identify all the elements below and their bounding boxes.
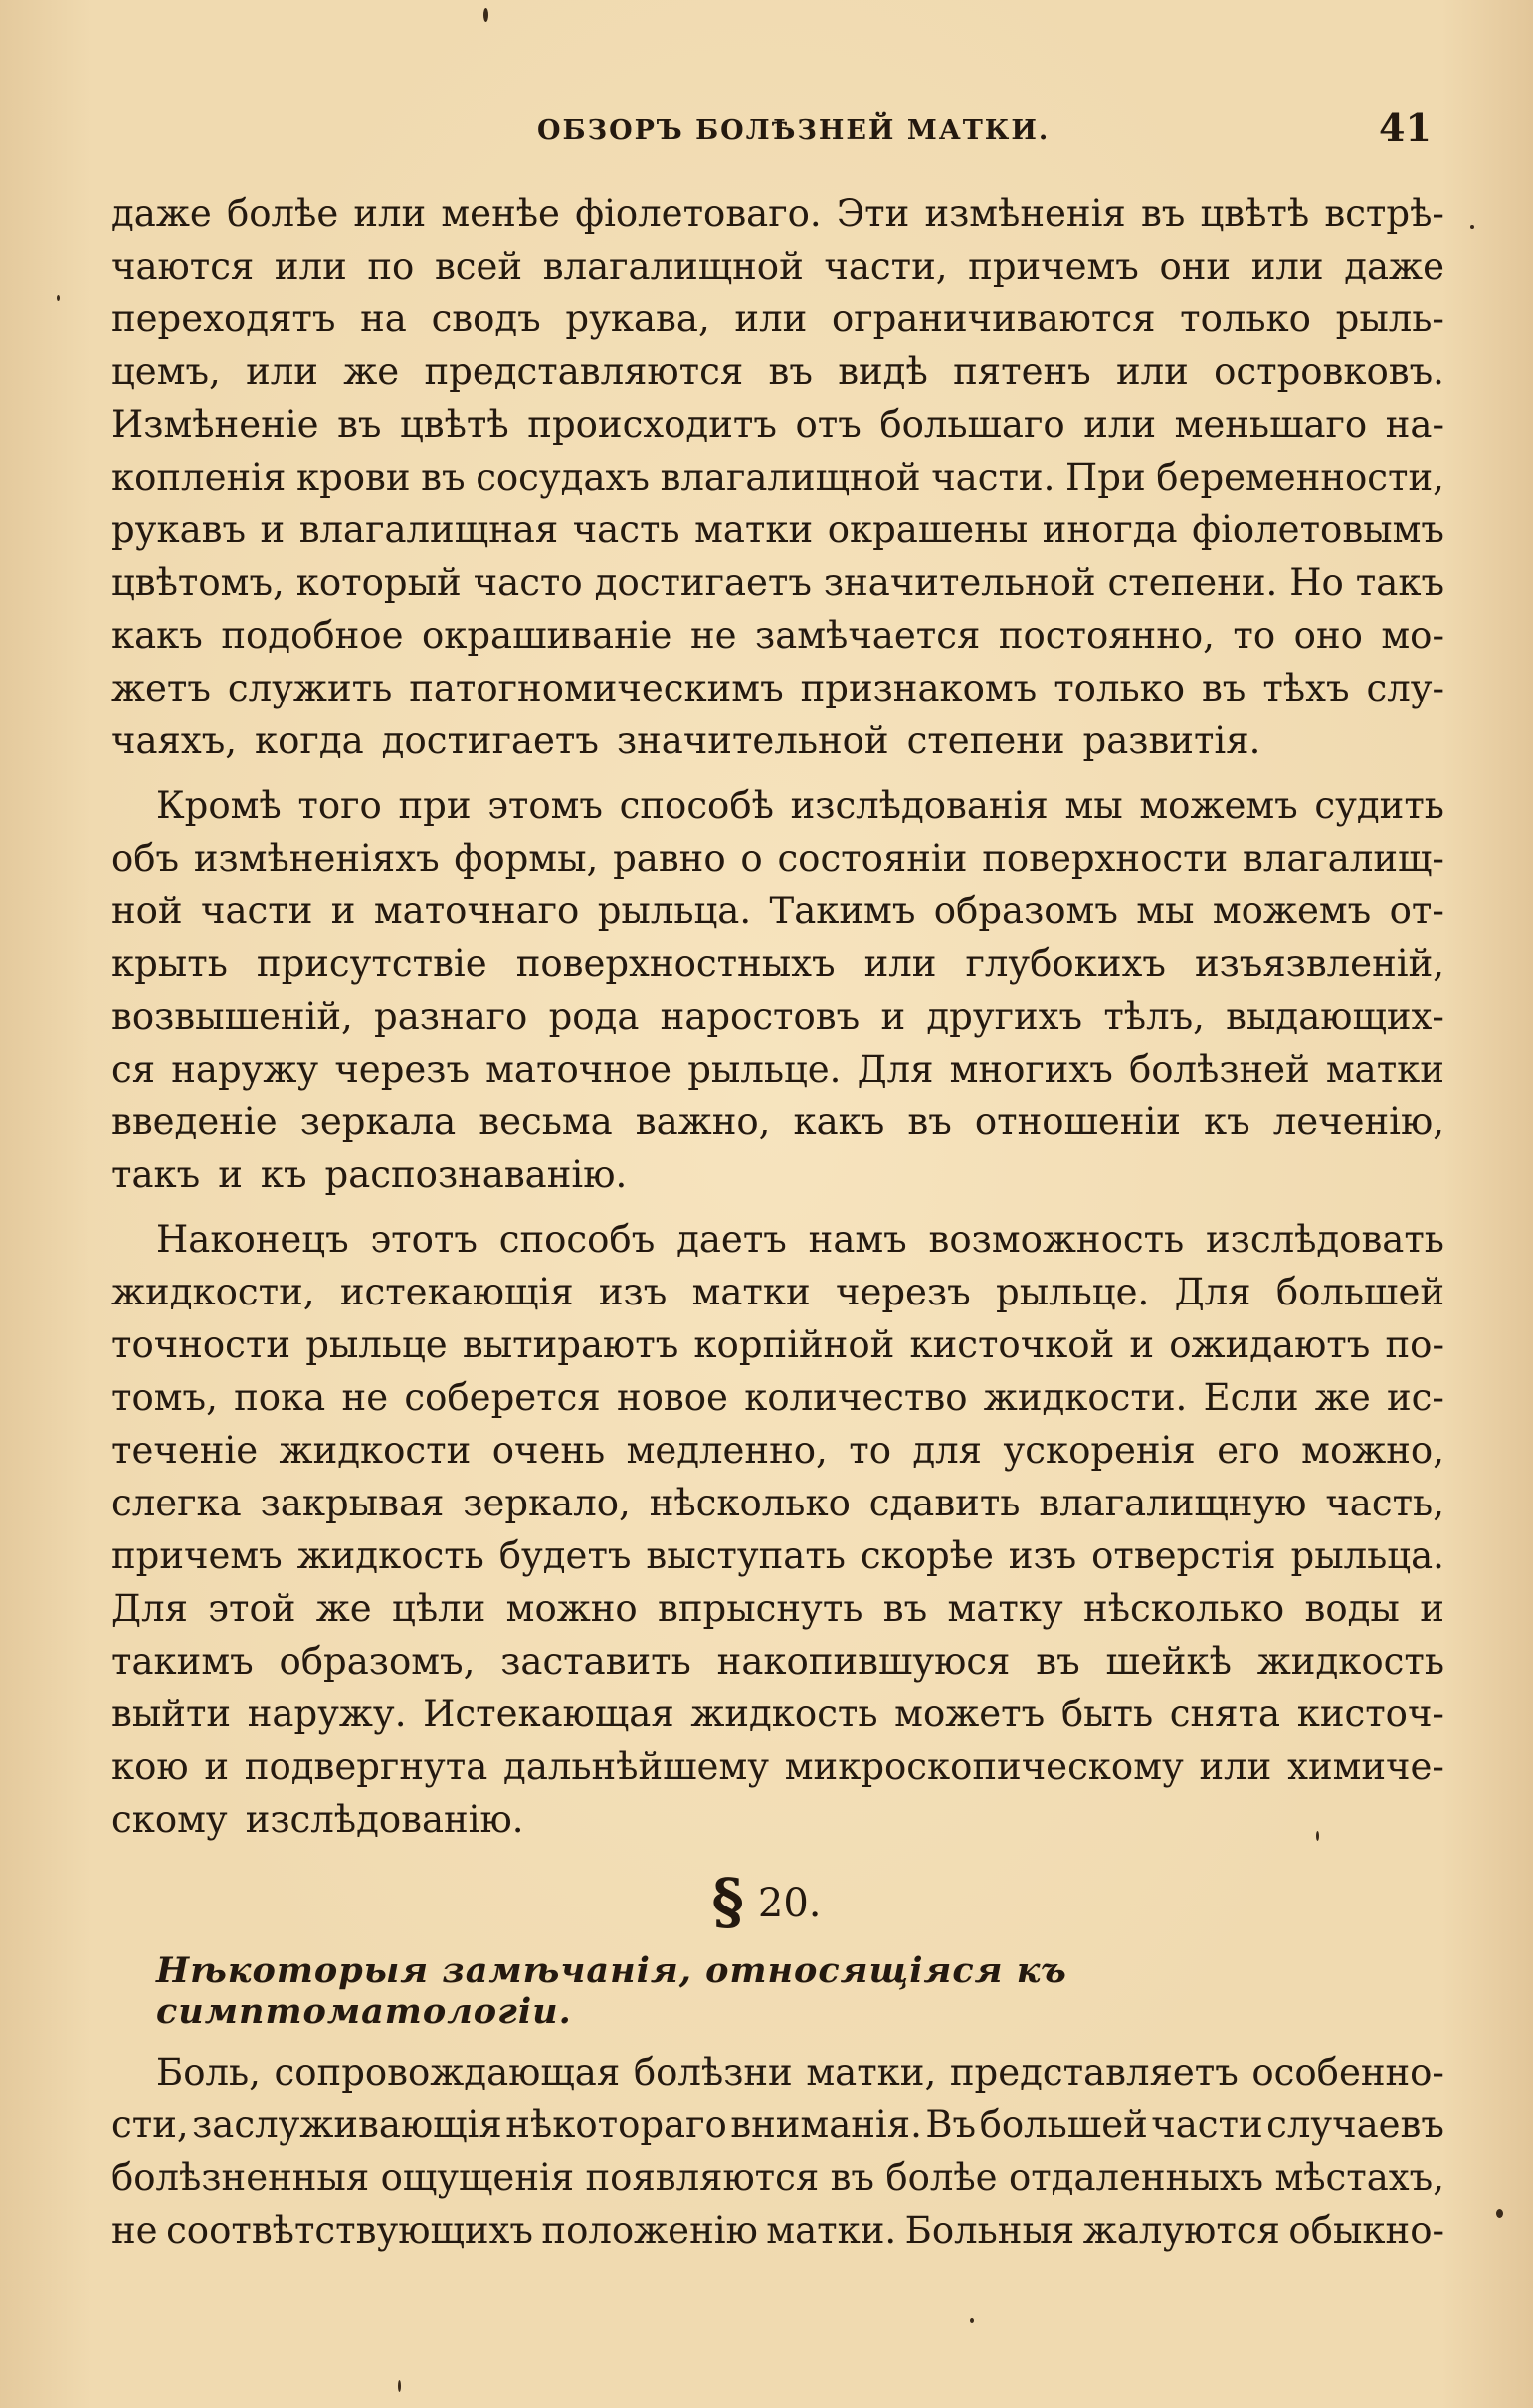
section-symbol: §: [711, 1865, 744, 1937]
running-head: [0, 105, 1533, 161]
page-number: 41: [1379, 105, 1432, 150]
section-body-text: [111, 2046, 1444, 2257]
paper-speck: [398, 2380, 401, 2392]
text-line: теченіе жидкости очень медленно, то для ускоренія его можно,: [111, 1429, 1444, 1472]
paper-speck: [1316, 1831, 1319, 1841]
text-line: чаются или по всей влагалищной части, причемъ они или даже: [111, 245, 1444, 288]
paper-speck: [1496, 2209, 1503, 2218]
text-line: цемъ, или же представляются въ видѣ пятенъ или островковъ.: [111, 350, 1444, 393]
text-line: такимъ образомъ, заставить накопившуюся въ шейкѣ жидкость: [111, 1640, 1444, 1683]
text-line: томъ, пока не соберется новое количество жидкости. Если же ис-: [111, 1376, 1444, 1419]
text-line: точности рыльце вытираютъ корпійной кисточкой и ожидаютъ по-: [111, 1323, 1444, 1366]
text-line: жидкости, истекающія изъ матки черезъ рыльце. Для большей: [111, 1271, 1444, 1313]
text-line: сти, заслуживающія нѣкотораго вниманія. Въ большей части случаевъ: [111, 2104, 1444, 2146]
paper-speck: [970, 2318, 974, 2323]
text-line: болѣзненныя ощущенія появляются въ болѣе отдаленныхъ мѣстахъ,: [111, 2156, 1444, 2199]
body-text: [111, 187, 1444, 1846]
paper-speck: [57, 295, 60, 301]
text-line: рукавъ и влагалищная часть матки окрашены иногда фіолетовымъ: [111, 508, 1444, 551]
text-line: Для этой же цѣли можно впрыснуть въ матку нѣсколько воды и: [111, 1587, 1444, 1630]
text-line: переходятъ на сводъ рукава, или ограничиваются только рыль-: [111, 298, 1444, 340]
text-line: кою и подвергнута дальнѣйшему микроскопическому или химиче-: [111, 1745, 1444, 1788]
text-line: ной части и маточнаго рыльца. Такимъ образомъ мы можемъ от-: [111, 890, 1444, 932]
paper-speck: [1470, 225, 1474, 229]
paper-speck: [483, 8, 488, 22]
text-line: Наконецъ этотъ способъ даетъ намъ возможность изслѣдовать: [156, 1218, 1444, 1261]
text-line: введеніе зеркала весьма важно, какъ въ отношеніи къ леченію,: [111, 1101, 1444, 1143]
text-line: цвѣтомъ, который часто достигаетъ значительной степени. Но такъ: [111, 561, 1444, 604]
text-line: возвышеній, разнаго рода наростовъ и другихъ тѣлъ, выдающих-: [111, 995, 1444, 1038]
section-heading: [0, 1865, 1533, 1937]
text-line: причемъ жидкость будетъ выступать скорѣе изъ отверстія рыльца.: [111, 1534, 1444, 1577]
text-line: Измѣненіе въ цвѣтѣ происходитъ отъ большаго или меньшаго на-: [111, 403, 1444, 446]
section-number: 20.: [757, 1881, 822, 1926]
text-line: Кромѣ того при этомъ способѣ изслѣдованія мы можемъ судить: [156, 784, 1444, 827]
running-title: ОБЗОРЪ БОЛѢЗНЕЙ МАТКИ.: [537, 115, 1051, 146]
text-line: такъ и къ распознаванію.: [111, 1153, 628, 1196]
section-title: Нѣкоторыя замѣчанія, относящіяся къ симптоматологіи.: [156, 1950, 1067, 2032]
text-line: скому изслѣдованію.: [111, 1798, 524, 1841]
text-line: слегка закрывая зеркало, нѣсколько сдавить влагалищную часть,: [111, 1482, 1444, 1524]
text-line: жетъ служить патогномическимъ признакомъ только въ тѣхъ слу-: [111, 667, 1444, 709]
text-line: ся наружу черезъ маточное рыльце. Для многихъ болѣзней матки: [111, 1048, 1444, 1091]
text-line: Боль, сопровождающая болѣзни матки, представляетъ особенно-: [156, 2051, 1444, 2094]
text-line: не соотвѣтствующихъ положенію матки. Больныя жалуются обыкно-: [111, 2209, 1444, 2252]
text-line: выйти наружу. Истекающая жидкость можетъ быть снята кисточ-: [111, 1693, 1444, 1735]
text-line: чаяхъ, когда достигаетъ значительной степени развитія.: [111, 719, 1261, 762]
text-line: какъ подобное окрашиваніе не замѣчается постоянно, то оно мо-: [111, 614, 1444, 657]
text-line: копленія крови въ сосудахъ влагалищной части. При беременности,: [111, 456, 1444, 499]
text-line: даже болѣе или менѣе фіолетоваго. Эти измѣненія въ цвѣтѣ встрѣ-: [111, 192, 1444, 235]
text-line: объ измѣненіяхъ формы, равно о состояніи поверхности влагалищ-: [111, 837, 1444, 880]
text-line: крыть присутствіе поверхностныхъ или глубокихъ изъязвленій,: [111, 942, 1444, 985]
